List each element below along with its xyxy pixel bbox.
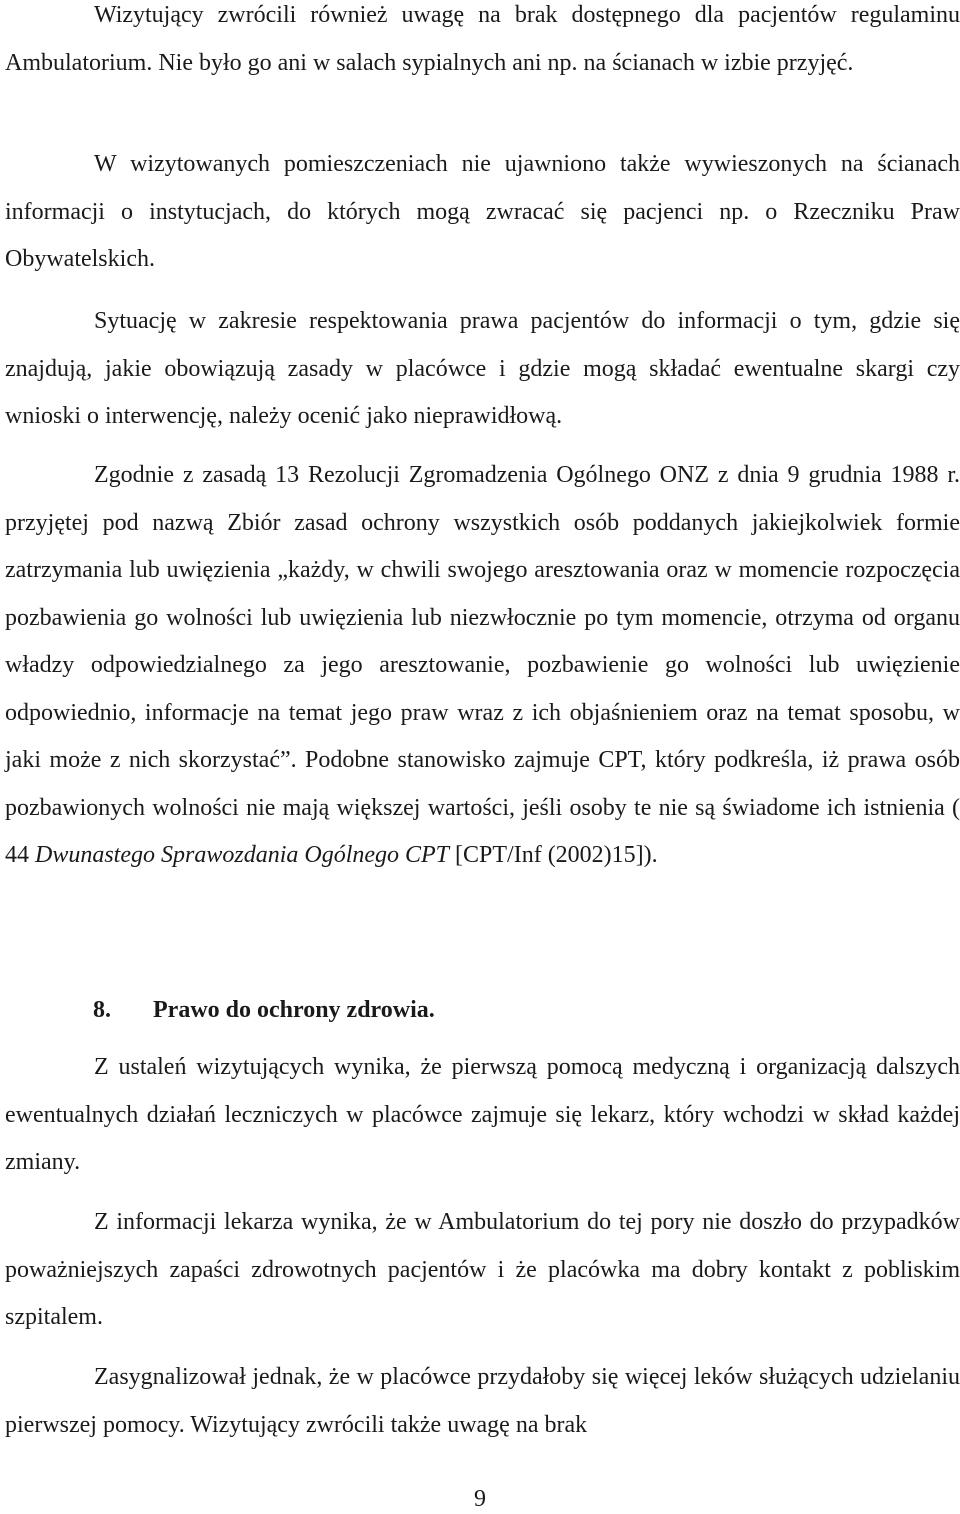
paragraph-pierwsza-pomoc: Z ustaleń wizytujących wynika, że pierwszą pomocą medyczną i organizacją dalszych ewentualnych działań leczniczych w placówce zajmuje się lekarz, który wchodzi w skład każdej zmiany. <box>5 1054 960 1175</box>
paragraph-informacje-instytucje: W wizytowanych pomieszczeniach nie ujawniono także wywieszonych na ścianach informacji o instytucjach, do których mogą zwracać się pacjenci np. o Rzeczniku Praw Obywatelskich. <box>5 151 960 272</box>
section-title: Prawo do ochrony zdrowia. <box>153 997 435 1023</box>
paragraph-zasada-13-italic: Dwunastego Sprawozdania Ogólnego CPT <box>35 842 450 868</box>
paragraph-informacja-lekarza: Z informacji lekarza wynika, że w Ambulatorium do tej pory nie doszło do przypadków poważniejszych zapaści zdrowotnych pacjentów i że placówka ma dobry kontakt z pobliskim szpitalem. <box>5 1209 960 1330</box>
paragraph-leki: Zasygnalizował jednak, że w placówce przydałoby się więcej leków służących udzielaniu pierwszej pomocy. Wizytujący zwrócili także uwagę na brak <box>5 1364 960 1438</box>
paragraph-zasada-13 <box>5 452 960 880</box>
section-number: 8. <box>93 997 111 1023</box>
paragraph-regulamin: Wizytujący zwrócili również uwagę na brak dostępnego dla pacjentów regulaminu Ambulatorium. Nie było go ani w salach sypialnych ani np. na ścianach w izbie przyjęć. <box>5 2 960 76</box>
section-heading <box>93 995 435 1025</box>
page-number: 9 <box>474 1486 486 1512</box>
paragraph-zasada-13-text: Zgodnie z zasadą 13 Rezolucji Zgromadzenia Ogólnego ONZ z dnia 9 grudnia 1988 r. przyjętej pod nazwą Zbiór zasad ochrony wszystkich osób poddanych jakiejkolwiek formie zatrzymania lub uwięzienia „każdy, w chwili swojego aresztowania oraz w momencie rozpoczęcia pozbawienia go wolności lub uwięzienia lub niezwłocznie po tym momencie, otrzyma od organu władzy odpowiedzialnego za jego aresztowanie, pozbawienie go wolności lub uwięzienie odpowiednio, informacje na temat jego praw wraz z ich objaśnieniem oraz na temat sposobu, w jaki może z nich skorzystać”. Podobne stanowisko zajmuje CPT, który podkreśla, iż prawa osób pozbawionych wolności nie mają większej wartości, jeśli osoby te nie są świadome ich istnienia ( 44 <box>5 462 960 868</box>
paragraph-ocena-informacji: Sytuację w zakresie respektowania prawa pacjentów do informacji o tym, gdzie się znajdują, jakie obowiązują zasady w placówce i gdzie mogą składać ewentualne skargi czy wnioski o interwencję, należy ocenić jako nieprawidłową. <box>5 308 960 429</box>
paragraph-zasada-13-tail: [CPT/Inf (2002)15]). <box>449 842 658 868</box>
